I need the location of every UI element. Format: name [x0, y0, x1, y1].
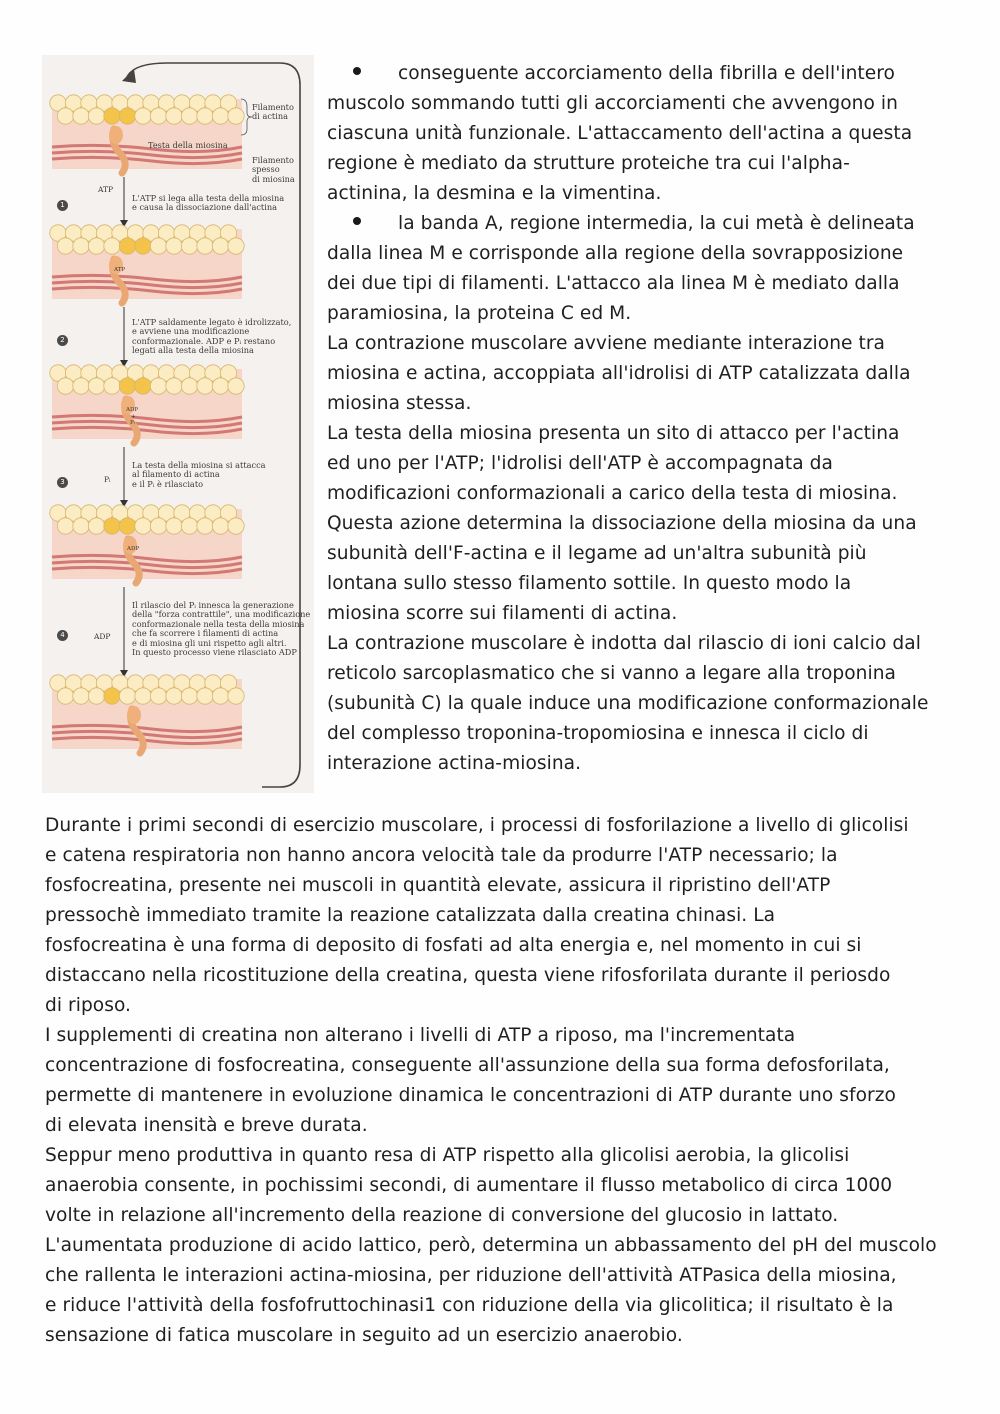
line-text: La contrazione muscolare avviene mediante interazione tra [327, 333, 885, 354]
line-text: lontana sullo stesso filamento sottile. In questo modo la [327, 573, 852, 594]
text-line [327, 449, 967, 479]
text-line [327, 539, 967, 569]
actin-subunit [104, 238, 120, 254]
actin-subunit [197, 518, 213, 534]
text-line [327, 749, 967, 779]
head-label-adp-pi: ADP + Pᵢ [126, 407, 139, 426]
line-text: modificazioni conformazionali a carico della testa di miosina. [327, 483, 898, 504]
actin-subunit [135, 108, 151, 124]
actin-subunit [212, 108, 228, 124]
actin-subunit [150, 238, 166, 254]
text-line [327, 479, 967, 509]
text-line: sensazione di fatica muscolare in seguito ad un esercizio anaerobio. [45, 1325, 683, 1346]
label-myosin-head: Testa della miosina [148, 140, 228, 150]
step-4-number: 4 [57, 630, 68, 641]
text-line [327, 149, 967, 179]
line-text: del complesso troponina-tropomiosina e innesca il ciclo di [327, 723, 869, 744]
step-1-number: 1 [57, 200, 68, 211]
text-line: di riposo. [45, 995, 132, 1016]
line-text: reticolo sarcoplasmatico che si vanno a legare alla troponina [327, 663, 896, 684]
line-text: miosina scorre sui filamenti di actina. [327, 603, 678, 624]
actin-subunit [135, 688, 151, 704]
actin-subunit [150, 378, 166, 394]
text-line: permette di mantenere in evoluzione dinamica le concentrazioni di ATP durante uno sforzo [45, 1085, 896, 1106]
actin-subunit [104, 378, 120, 394]
actin-subunit [57, 688, 73, 704]
actin-subunit-highlight [135, 238, 151, 254]
text-line: e riduce l'attività della fosfofruttochinasi1 con riduzione della via glicolitica; il risultato è la [45, 1295, 894, 1316]
actin-subunit [88, 108, 104, 124]
text-line: e catena respiratoria non hanno ancora velocità tale da produrre l'ATP necessario; la [45, 845, 838, 866]
bullet-line [327, 209, 967, 239]
actin-subunit [88, 378, 104, 394]
actin-subunit [197, 238, 213, 254]
text-line [327, 269, 967, 299]
text-line: volte in relazione all'incremento della reazione di conversione del glucosio in lattato. [45, 1205, 839, 1226]
actin-subunit [197, 378, 213, 394]
actin-subunit [228, 108, 244, 124]
line-text: actinina, la desmina e la vimentina. [327, 183, 662, 204]
text-line [327, 659, 967, 689]
head-label-adp: ADP [127, 546, 140, 552]
actin-subunit [57, 518, 73, 534]
actin-subunit [212, 238, 228, 254]
actin-subunit [181, 108, 197, 124]
line-text: La contrazione muscolare è indotta dal rilascio di ioni calcio dal [327, 633, 921, 654]
text-line [327, 239, 967, 269]
myosin-head-globe [127, 706, 141, 724]
actin-subunit-highlight [135, 378, 151, 394]
actin-subunit [228, 518, 244, 534]
text-line: Durante i primi secondi di esercizio muscolare, i processi di fosforilazione a livello di glicolisi [45, 815, 909, 836]
text-line [327, 719, 967, 749]
line-text: dalla linea M e corrisponde alla regione della sovrapposizione [327, 243, 904, 264]
step-3-side-label: Pᵢ [104, 475, 111, 484]
text-line [327, 629, 967, 659]
text-line: pressochè immediato tramite la reazione catalizzata dalla creatina chinasi. La [45, 905, 776, 926]
text-line: fosfocreatina, presente nei muscoli in quantità elevate, assicura il ripristino dell'ATP [45, 875, 831, 896]
actin-subunit [166, 238, 182, 254]
actin-subunit [150, 688, 166, 704]
actin-subunit [166, 378, 182, 394]
text-line [327, 179, 967, 209]
step-3-number: 3 [57, 477, 68, 488]
text-line [327, 569, 967, 599]
actin-subunit [57, 238, 73, 254]
line-text: la banda A, regione intermedia, la cui metà è delineata [398, 213, 915, 234]
actin-subunit [73, 688, 89, 704]
text-line [327, 299, 967, 329]
label-actin-filament: Filamento di actina [252, 102, 294, 122]
step-4-caption: Il rilascio del Pᵢ innesca la generazione della "forza contrattile", una modificazione conformazionale nella testa della miosina che fa scorrere i filamenti di actina e di miosina gli uni rispetto agli altri. In questo processo viene rilasciato ADP [132, 600, 311, 658]
text-line [327, 599, 967, 629]
actin-subunit-highlight [104, 518, 120, 534]
line-text: (subunità C) la quale induce una modificazione conformazionale [327, 693, 929, 714]
actin-subunit [73, 108, 89, 124]
text-line [327, 509, 967, 539]
actin-subunit [88, 518, 104, 534]
actin-subunit [88, 688, 104, 704]
actin-subunit-highlight [104, 688, 120, 704]
actin-subunit [212, 518, 228, 534]
actin-subunit [73, 518, 89, 534]
head-label-atp: ATP [114, 267, 126, 273]
text-line: concentrazione di fosfocreatina, conseguente all'assunzione della sua forma defosforilata, [45, 1055, 890, 1076]
main-paragraphs [45, 811, 975, 1351]
cycle-arrow-head [122, 69, 136, 83]
text-line [327, 389, 967, 419]
actin-subunit [166, 108, 182, 124]
actin-subunit [181, 378, 197, 394]
actin-subunit [228, 378, 244, 394]
line-text: regione è mediato da strutture proteiche tra cui l'alpha- [327, 153, 850, 174]
actin-subunit [228, 238, 244, 254]
line-text: paramiosina, la proteina C ed M. [327, 303, 632, 324]
text-line [327, 89, 967, 119]
actin-subunit [212, 688, 228, 704]
step-2-number: 2 [57, 335, 68, 346]
actin-subunit-highlight [119, 378, 135, 394]
line-text: miosina stessa. [327, 393, 472, 414]
actin-subunit [119, 688, 135, 704]
line-text: Questa azione determina la dissociazione della miosina da una [327, 513, 917, 534]
actin-subunit [150, 108, 166, 124]
step-1-side-label: ATP [98, 185, 114, 194]
actin-subunit-highlight [104, 108, 120, 124]
text-line [327, 359, 967, 389]
text-line [327, 329, 967, 359]
actin-subunit [57, 378, 73, 394]
myosin-head-globe [109, 126, 123, 144]
actin-subunit [166, 688, 182, 704]
step-2-caption: L'ATP saldamente legato è idrolizzato, e avviene una modificazione conformazionale. ADP e Pᵢ restano legati alla testa della miosina [132, 317, 292, 356]
actin-subunit [73, 238, 89, 254]
actin-subunit [197, 108, 213, 124]
text-line: I supplementi di creatina non alterano i livelli di ATP a riposo, ma l'incrementata [45, 1025, 796, 1046]
line-text: interazione actina-miosina. [327, 753, 582, 774]
actin-subunit [150, 518, 166, 534]
step-3-caption: La testa della miosina si attacca al filamento di actina e il Pᵢ è rilasciato [132, 460, 266, 489]
text-line: che rallenta le interazioni actina-miosina, per riduzione dell'attività ATPasica della miosina, [45, 1265, 897, 1286]
line-text: La testa della miosina presenta un sito di attacco per l'actina [327, 423, 900, 444]
text-line: distaccano nella ricostituzione della creatina, questa viene rifosforilata durante il periosdo [45, 965, 891, 986]
text-line: fosfocreatina è una forma di deposito di fosfati ad alta energia e, nel momento in cui si [45, 935, 862, 956]
bullet-icon [327, 209, 398, 239]
right-column-text [327, 59, 967, 779]
actin-subunit [73, 378, 89, 394]
actin-subunit-highlight [119, 518, 135, 534]
actin-subunit [135, 518, 151, 534]
actin-subunit [181, 518, 197, 534]
text-line: anaerobia consente, in pochissimi secondi, di aumentare il flusso metabolico di circa 1000 [45, 1175, 893, 1196]
line-text: dei due tipi di filamenti. L'attacco ala linea M è mediato dalla [327, 273, 900, 294]
label-thick-filament: Filamento spesso di miosina [252, 155, 295, 184]
text-line [327, 419, 967, 449]
text-line: L'aumentata produzione di acido lattico, però, determina un abbassamento del pH del muscolo [45, 1235, 937, 1256]
actin-subunit [166, 518, 182, 534]
line-text: muscolo sommando tutti gli accorciamenti che avvengono in [327, 93, 898, 114]
line-text: miosina e actina, accoppiata all'idrolisi di ATP catalizzata dalla [327, 363, 911, 384]
actin-subunit [212, 378, 228, 394]
actin-subunit [181, 688, 197, 704]
line-text: subunità dell'F-actina e il legame ad un'altra subunità più [327, 543, 867, 564]
text-line: Seppur meno produttiva in quanto resa di ATP rispetto alla glicolisi aerobia, la glicolisi [45, 1145, 850, 1166]
bullet-icon [327, 59, 398, 89]
line-text: ed uno per l'ATP; l'idrolisi dell'ATP è accompagnata da [327, 453, 833, 474]
line-text: conseguente accorciamento della fibrilla e dell'intero [398, 63, 895, 84]
bullet-line [327, 59, 967, 89]
actin-subunit [228, 688, 244, 704]
crossbridge-cycle-figure [42, 55, 314, 793]
text-line [327, 689, 967, 719]
step-1-caption: L'ATP si lega alla testa della miosina e causa la dissociazione dall'actina [132, 193, 285, 213]
actin-subunit [88, 238, 104, 254]
actin-subunit [197, 688, 213, 704]
actin-subunit [57, 108, 73, 124]
text-line [327, 119, 967, 149]
actin-subunit-highlight [119, 108, 135, 124]
actin-subunit-highlight [119, 238, 135, 254]
text-line: di elevata inensità e breve durata. [45, 1115, 368, 1136]
line-text: ciascuna unità funzionale. L'attaccamento dell'actina a questa [327, 123, 913, 144]
step-4-side-label: ADP [94, 632, 111, 641]
actin-subunit [181, 238, 197, 254]
